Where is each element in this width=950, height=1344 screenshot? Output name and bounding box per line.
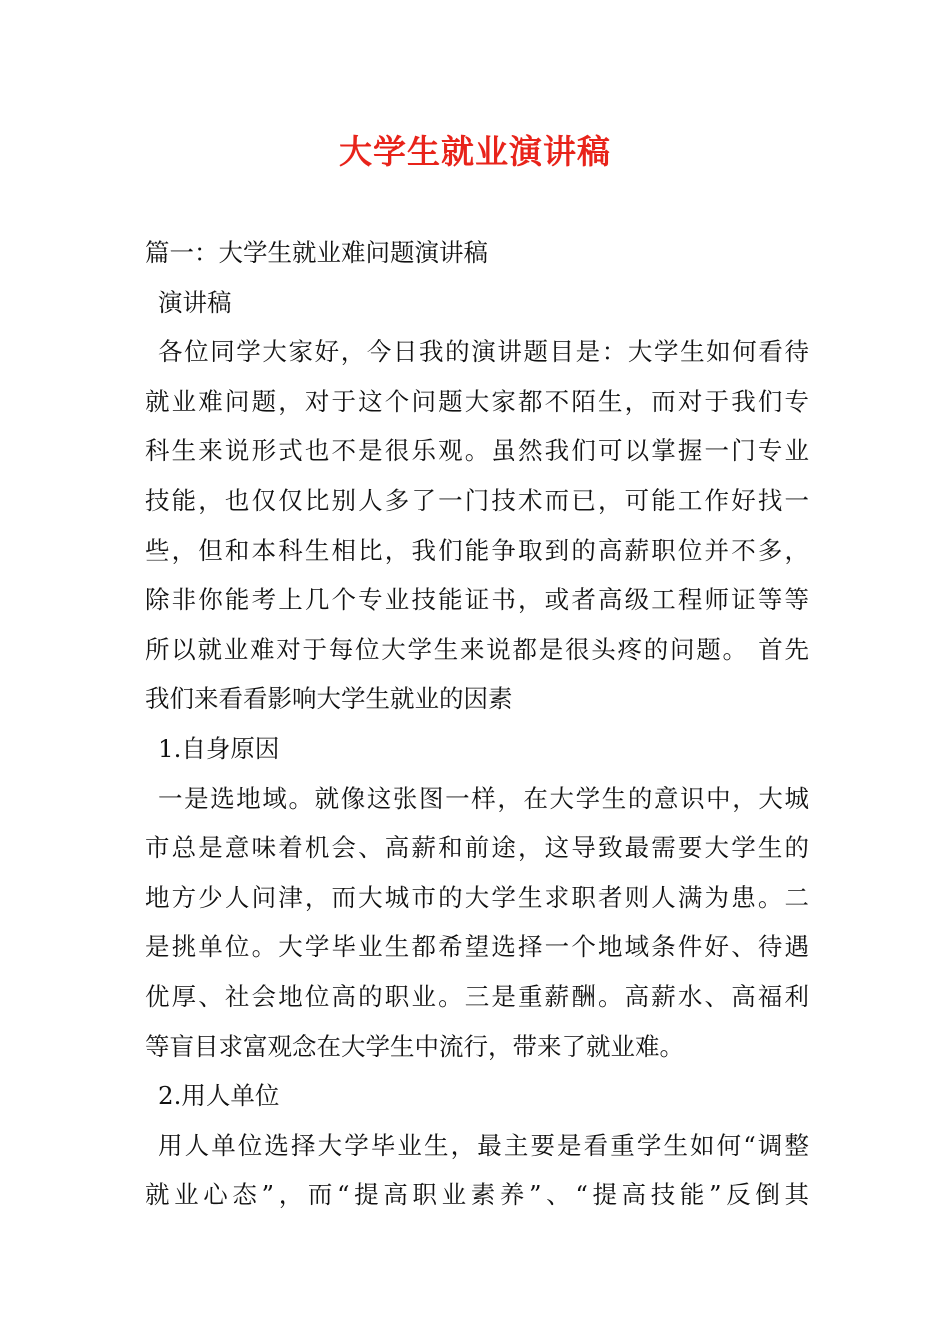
text-line: 所以就业难对于每位大学生来说都是很头疼的问题。 首先 bbox=[145, 634, 809, 664]
document-body bbox=[145, 228, 809, 1220]
text-line: 市总是意味着机会、高薪和前途，这导致最需要大学生的 bbox=[145, 833, 809, 863]
text-line: 就业心态”，而“提高职业素养”、“提高技能”反倒其 bbox=[145, 1180, 809, 1210]
text-line: 篇一：大学生就业难问题演讲稿 bbox=[145, 238, 488, 267]
text-line: 除非你能考上几个专业技能证书，或者高级工程师证等等 bbox=[145, 585, 809, 615]
text-line: 就业难问题，对于这个问题大家都不陌生，而对于我们专 bbox=[145, 386, 809, 416]
text-line: 我们来看看影响大学生就业的因素 bbox=[145, 684, 513, 714]
document-title: 大学生就业演讲稿 bbox=[339, 132, 611, 171]
text-line: 一是选地域。就像这张图一样，在大学生的意识中，大城 bbox=[158, 783, 809, 813]
text-line: 演讲稿 bbox=[158, 287, 232, 317]
text-line: 各位同学大家好，今日我的演讲题目是：大学生如何看待 bbox=[158, 337, 809, 367]
text-line: 科生来说形式也不是很乐观。虽然我们可以掌握一门专业 bbox=[145, 436, 809, 466]
text-line: 技能，也仅仅比别人多了一门技术而已，可能工作好找一 bbox=[145, 485, 809, 515]
text-line: 用人单位选择大学毕业生，最主要是看重学生如何“调整 bbox=[158, 1130, 809, 1160]
text-line: 1.自身原因 bbox=[158, 733, 280, 763]
text-line: 地方少人问津，而大城市的大学生求职者则人满为患。二 bbox=[145, 882, 809, 912]
text-line: 些，但和本科生相比，我们能争取到的高薪职位并不多， bbox=[145, 535, 809, 565]
text-line: 是挑单位。大学毕业生都希望选择一个地域条件好、待遇 bbox=[145, 932, 809, 962]
text-line: 2.用人单位 bbox=[158, 1081, 280, 1111]
text-line: 等盲目求富观念在大学生中流行，带来了就业难。 bbox=[145, 1031, 684, 1061]
text-line: 优厚、社会地位高的职业。三是重薪酬。高薪水、高福利 bbox=[145, 981, 809, 1011]
